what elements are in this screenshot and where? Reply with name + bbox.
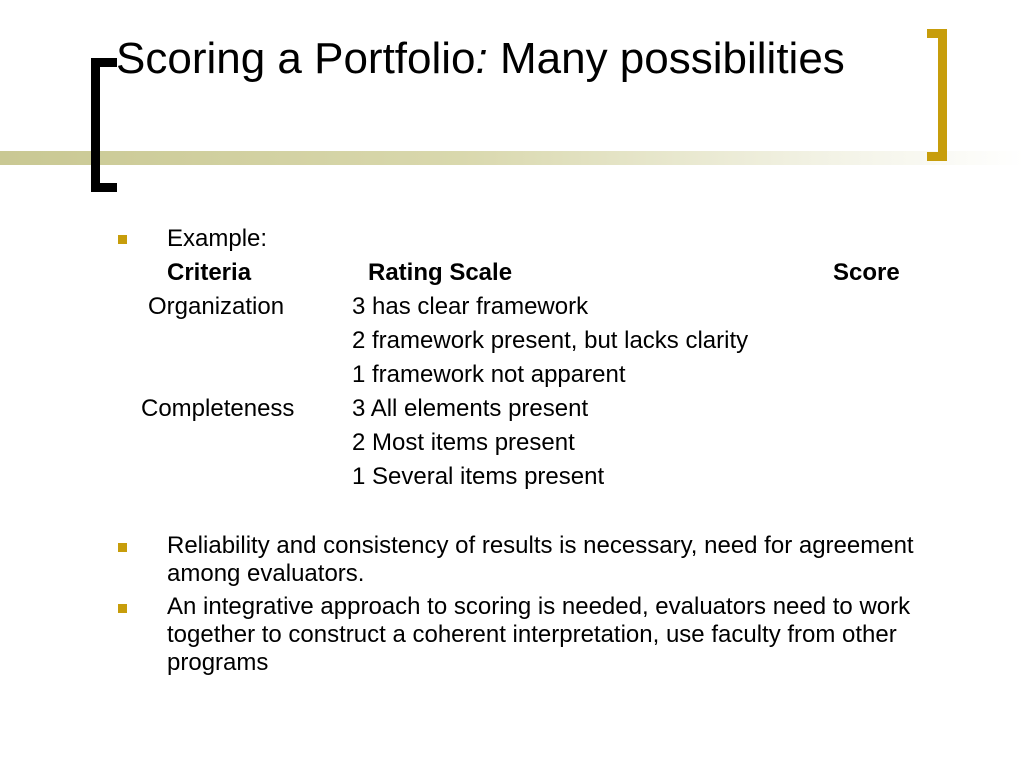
rating-line: 2 framework present, but lacks clarity bbox=[352, 327, 749, 354]
slide-title bbox=[116, 32, 896, 85]
bullet-square-icon bbox=[118, 543, 127, 552]
bullet-reliability: Reliability and consistency of results is necessary, need for agreement among evaluators. bbox=[167, 532, 914, 587]
rating-line: 3 has clear framework bbox=[352, 293, 589, 320]
rating-line: 3 All elements present bbox=[352, 395, 589, 422]
bullet-integrative-approach: An integrative approach to scoring is needed, evaluators need to work together to construct a coherent interpretation, use faculty from other programs bbox=[167, 593, 911, 676]
title-underline-band bbox=[0, 151, 1024, 165]
title-sub: Many possibilities bbox=[487, 34, 845, 83]
title-main: Scoring a Portfolio bbox=[116, 34, 476, 83]
example-label: Example: bbox=[167, 225, 268, 252]
bullet-square-icon bbox=[118, 235, 127, 244]
criterion-organization: Organization bbox=[148, 293, 285, 320]
right-bracket-decoration bbox=[927, 29, 947, 161]
header-criteria: Criteria bbox=[167, 259, 252, 286]
header-score: Score bbox=[833, 259, 900, 286]
bullet-square-icon bbox=[118, 604, 127, 613]
rating-line: 1 Several items present bbox=[352, 463, 605, 490]
rating-line: 1 framework not apparent bbox=[352, 361, 626, 388]
criterion-completeness: Completeness bbox=[141, 395, 295, 422]
title-colon: : bbox=[475, 34, 488, 83]
rating-line: 2 Most items present bbox=[352, 429, 575, 456]
header-rating-scale: Rating Scale bbox=[368, 259, 513, 286]
left-bracket-decoration bbox=[91, 58, 117, 192]
